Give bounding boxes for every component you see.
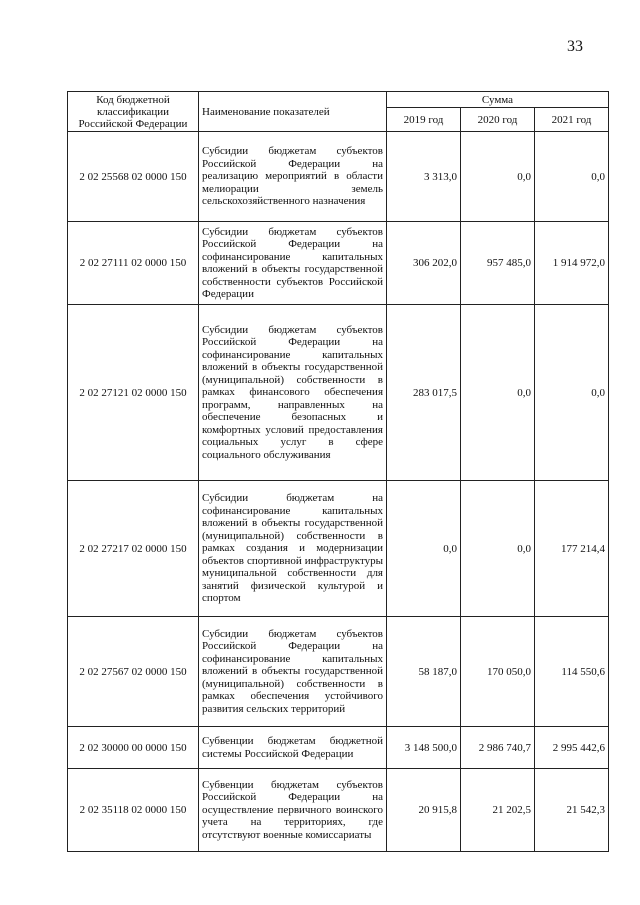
row-name: Субсидии бюджетам субъектов Российской Федерации на софинансирование капитальных вложений в объекты государственной собственности субъектов Российской Федерации: [199, 222, 387, 305]
header-sum: Сумма: [387, 92, 609, 108]
header-year-2020: 2020 год: [461, 108, 535, 132]
row-value-2019: 58 187,0: [387, 617, 461, 727]
page-number: 33: [567, 38, 583, 55]
row-name: Субсидии бюджетам субъектов Российской Федерации на софинансирование капитальных вложений в объекты государственной (муниципальной) собственности в рамках финансового обеспечения программ, направленных на обеспечение безопасных и комфортных условий предоставления социальных услуг в сфере социального обслуживания: [199, 305, 387, 481]
row-value-2019: 0,0: [387, 481, 461, 617]
row-value-2020: 0,0: [461, 481, 535, 617]
table-row: [68, 222, 609, 305]
row-code: 2 02 27121 02 0000 150: [68, 305, 199, 481]
row-value-2021: 177 214,4: [535, 481, 609, 617]
row-name: Субсидии бюджетам на софинансирование капитальных вложений в объекты государственной (муниципальной) собственности в рамках создания и модернизации объектов спортивной инфраструктуры муниципальной собственности для занятий физической культурой и спортом: [199, 481, 387, 617]
table-row: [68, 769, 609, 852]
row-code: 2 02 30000 00 0000 150: [68, 727, 199, 769]
row-value-2020: 170 050,0: [461, 617, 535, 727]
row-value-2021: 0,0: [535, 305, 609, 481]
row-value-2020: 0,0: [461, 305, 535, 481]
table-row: [68, 617, 609, 727]
row-code: 2 02 25568 02 0000 150: [68, 132, 199, 222]
table-row: [68, 727, 609, 769]
row-value-2020: 957 485,0: [461, 222, 535, 305]
row-value-2019: 306 202,0: [387, 222, 461, 305]
header-year-2021: 2021 год: [535, 108, 609, 132]
row-value-2021: 2 995 442,6: [535, 727, 609, 769]
row-value-2019: 3 148 500,0: [387, 727, 461, 769]
row-value-2021: 0,0: [535, 132, 609, 222]
table-row: [68, 481, 609, 617]
row-value-2021: 21 542,3: [535, 769, 609, 852]
row-code: 2 02 27567 02 0000 150: [68, 617, 199, 727]
header-code: Код бюджетной классификации Российской Федерации: [68, 92, 199, 132]
header-year-2019: 2019 год: [387, 108, 461, 132]
row-code: 2 02 27217 02 0000 150: [68, 481, 199, 617]
row-name: Субвенции бюджетам субъектов Российской Федерации на осуществление первичного воинского учета на территориях, где отсутствуют военные комиссариаты: [199, 769, 387, 852]
row-value-2020: 0,0: [461, 132, 535, 222]
row-value-2019: 283 017,5: [387, 305, 461, 481]
row-code: 2 02 35118 02 0000 150: [68, 769, 199, 852]
table-row: [68, 305, 609, 481]
row-value-2021: 1 914 972,0: [535, 222, 609, 305]
row-name: Субсидии бюджетам субъектов Российской Федерации на реализацию мероприятий в области мелиорации земель сельскохозяйственного назначения: [199, 132, 387, 222]
row-value-2019: 3 313,0: [387, 132, 461, 222]
row-value-2020: 21 202,5: [461, 769, 535, 852]
row-value-2019: 20 915,8: [387, 769, 461, 852]
row-name: Субсидии бюджетам субъектов Российской Федерации на софинансирование капитальных вложений в объекты государственной (муниципальной) собственности в рамках обеспечения устойчивого развития сельских территорий: [199, 617, 387, 727]
row-value-2021: 114 550,6: [535, 617, 609, 727]
row-value-2020: 2 986 740,7: [461, 727, 535, 769]
table-row: [68, 132, 609, 222]
row-code: 2 02 27111 02 0000 150: [68, 222, 199, 305]
header-name: Наименование показателей: [199, 92, 387, 132]
row-name: Субвенции бюджетам бюджетной системы Российской Федерации: [199, 727, 387, 769]
budget-revenue-table: [67, 91, 609, 852]
